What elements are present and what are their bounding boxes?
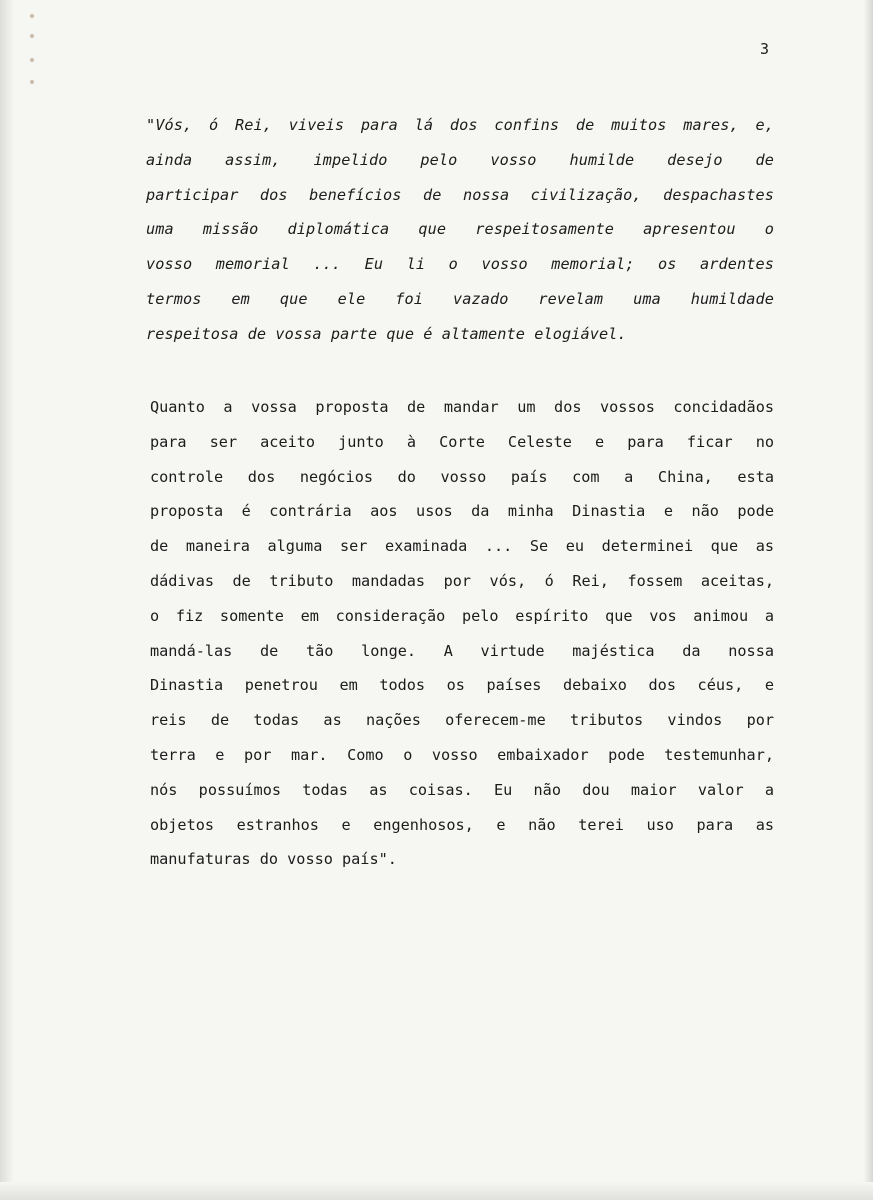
quote-paragraph (146, 108, 774, 352)
reply-line: objetos estranhos e engenhosos, e não terei uso para as (150, 815, 774, 834)
binding-mark (30, 58, 34, 62)
reply-line: dádivas de tributo mandadas por vós, ó Rei, fossem aceitas, (150, 571, 774, 590)
page-number: 3 (760, 40, 770, 58)
reply-line: para ser aceito junto à Corte Celeste e para ficar no (150, 432, 774, 451)
binding-mark (30, 14, 34, 18)
quote-line: ainda assim, impelido pelo vosso humilde desejo de (146, 150, 774, 169)
page-left-edge-shadow (0, 0, 14, 1200)
reply-line: proposta é contrária aos usos da minha Dinastia e não pode (150, 502, 774, 521)
reply-line: de maneira alguma ser examinada ... Se eu determinei que as (150, 537, 774, 556)
binding-mark (30, 80, 34, 84)
page-bottom-edge-shadow (0, 1182, 873, 1200)
reply-line: terra e por mar. Como o vosso embaixador pode testemunhar, (150, 745, 774, 764)
quote-line: uma missão diplomática que respeitosamente apresentou o (146, 220, 774, 239)
reply-line: reis de todas as nações oferecem-me tributos vindos por (150, 711, 774, 730)
reply-line: Dinastia penetrou em todos os países debaixo dos céus, e (150, 676, 774, 695)
quote-line: participar dos benefícios de nossa civilização, despachastes (146, 185, 774, 204)
reply-line: manufaturas do vosso país". (150, 850, 397, 869)
quote-line: vosso memorial ... Eu li o vosso memorial; os ardentes (146, 255, 774, 274)
reply-paragraph (150, 390, 774, 877)
reply-line: controle dos negócios do vosso país com a China, esta (150, 467, 774, 486)
page-right-edge-shadow (863, 0, 873, 1200)
quote-line: "Vós, ó Rei, viveis para lá dos confins de muitos mares, e, (146, 116, 774, 134)
reply-line: mandá-las de tão longe. A virtude majéstica da nossa (150, 641, 774, 660)
binding-mark (30, 34, 34, 38)
quote-line: respeitosa de vossa parte que é altamente elogiável. (146, 324, 627, 343)
quote-line: termos em que ele foi vazado revelam uma humildade (146, 289, 774, 308)
reply-line: nós possuímos todas as coisas. Eu não dou maior valor a (150, 780, 774, 799)
reply-line: o fiz somente em consideração pelo espírito que vos animou a (150, 606, 774, 625)
reply-line: Quanto a vossa proposta de mandar um dos vossos concidadãos (150, 398, 774, 416)
